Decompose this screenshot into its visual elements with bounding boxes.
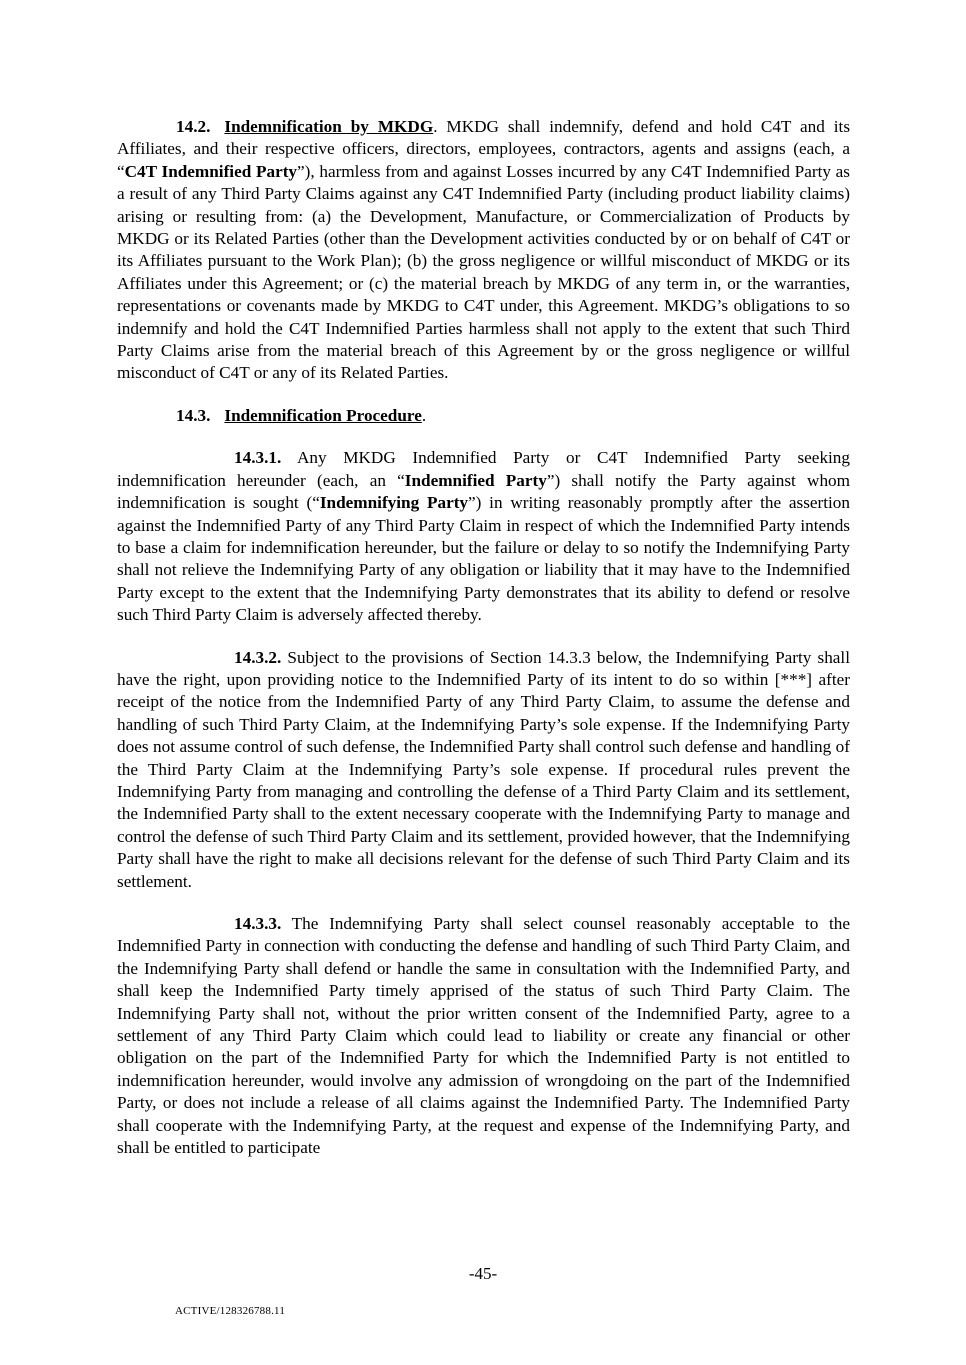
document-page [117,116,850,1179]
section-14-3-3 [117,913,850,1159]
section-14-2 [117,116,850,385]
section-text: Any MKDG Indemnified Party or C4T Indemnified Party seeking indemnification hereunder (each, an “ [117,448,850,490]
section-14-3-2 [117,647,850,893]
section-text: The Indemnifying Party shall select counsel reasonably acceptable to the Indemnified Party in connection with conducting the defense and handling of such Third Party Claim, and the Indemnifying Party shall defend or handle the same in consultation with the Indemnified Party, and shall keep the Indemnified Party timely apprised of the status of such Third Party Claim. The Indemnifying Party shall not, without the prior written consent of the Indemnified Party, agree to a settlement of any Third Party Claim which could lead to liability or create any financial or other obligation on the part of the Indemnified Party for which the Indemnified Party is not entitled to indemnification hereunder, would involve any admission of wrongdoing on the part of the Indemnified Party, or does not include a release of all claims against the Indemnified Party. The Indemnified Party shall cooperate with the Indemnifying Party, at the request and expense of the Indemnifying Party, and shall be entitled to participate [117,914,850,1158]
section-text: ”), harmless from and against Losses incurred by any C4T Indemnified Party as a result of any Third Party Claims against any C4T Indemnified Party (including product liability claims) arising or resulting from: (a) the Development, Manufacture, or Commercialization of Products by MKDG or its Related Parties (other than the Development activities conducted by or on behalf of C4T or its Affiliates pursuant to the Work Plan); (b) the gross negligence or willful misconduct of MKDG or its Affiliates under this Agreement; or (c) the material breach by MKDG of any term in, or the warranties, representations or covenants made by MKDG to C4T under, this Agreement. MKDG’s obligations to so indemnify and hold the C4T Indemnified Parties harmless shall not apply to the extent that such Third Party Claims arise from the material breach of this Agreement by or the gross negligence or willful misconduct of C4T or any of its Related Parties. [117,161,850,383]
section-number: 14.3.2. [234,647,282,667]
section-text: . [421,405,427,425]
section-text: ”) shall notify the Party against whom indemnification is sought (“ [117,470,850,513]
defined-term: Indemnified Party [404,470,547,490]
section-number: 14.3. [176,405,211,425]
section-number: 14.2. [176,117,211,136]
defined-term: C4T Indemnified Party [124,161,298,181]
section-number: 14.3.1. [234,448,282,468]
defined-term: Indemnifying Party [319,493,469,513]
section-14-3 [117,405,850,427]
section-heading: Indemnification Procedure [224,405,422,425]
section-number: 14.3.3. [234,914,282,933]
section-heading: Indemnification by MKDG [224,117,434,136]
section-text: . MKDG shall indemnify, defend and hold C4T and its Affiliates, and their respective officers, directors, employees, contractors, agents and assigns (each, a “ [117,117,851,181]
document-id: ACTIVE/128326788.11 [175,1305,286,1317]
section-text: Subject to the provisions of Section 14.3.3 below, the Indemnifying Party shall have the right, upon providing notice to the Indemnified Party of its intent to do so within [***] after receipt of the notice from the Indemnified Party of any Third Party Claim, to assume the defense and handling of such Third Party Claim, at the Indemnifying Party’s sole expense. If the Indemnifying Party does not assume control of such defense, the Indemnified Party shall control such defense and handling of the Third Party Claim at the Indemnifying Party’s sole expense. If procedural rules prevent the Indemnifying Party from managing and controlling the defense of a Third Party Claim and its settlement, the Indemnified Party shall to the extent necessary cooperate with the Indemnifying Party to manage and control the defense of such Third Party Claim and its settlement, provided however, that the Indemnifying Party shall have the right to make all decisions relevant for the defense of such Third Party Claim and its settlement. [117,647,850,891]
section-14-3-1 [117,447,850,626]
page-number: -45- [468,1264,498,1283]
section-text: ”) in writing reasonably promptly after the assertion against the Indemnified Party of any Third Party Claim in respect of which the Indemnified Party intends to base a claim for indemnification hereunder, but the failure or delay to so notify the Indemnifying Party shall not relieve the Indemnifying Party of any obligation or liability that it may have to the Indemnified Party except to the extent that the Indemnifying Party demonstrates that its ability to defend or resolve such Third Party Claim is adversely affected thereby. [117,493,850,625]
